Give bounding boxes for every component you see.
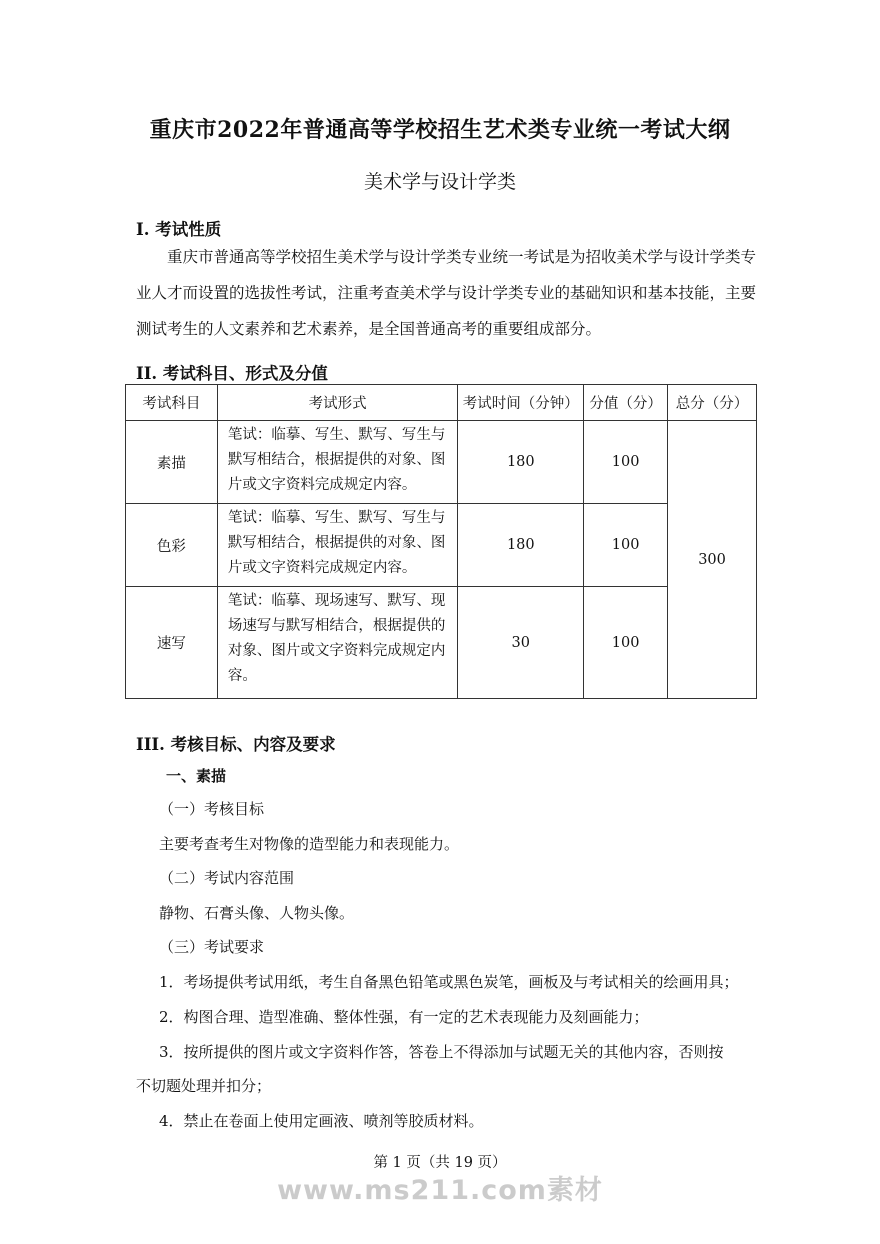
header-subject: 考试科目: [126, 385, 218, 421]
cell-time: 180: [458, 504, 584, 587]
header-time: 考试时间（分钟）: [458, 385, 584, 421]
subsection-sketch-heading: 一、素描: [166, 767, 227, 785]
goal-label: （一）考核目标: [159, 800, 265, 818]
scope-label: （二）考试内容范围: [159, 869, 295, 887]
cell-form: 笔试：临摹、写生、默写、写生与默写相结合，根据提供的对象、图片或文字资料完成规定内容。: [217, 504, 458, 587]
goal-text: 主要考查考生对物像的造型能力和表现能力。: [159, 835, 460, 853]
header-form: 考试形式: [217, 385, 458, 421]
watermark: www.ms211.com素材: [277, 1175, 603, 1206]
document-title: 重庆市2022年普通高等学校招生艺术类专业统一考试大纲: [149, 117, 731, 143]
cell-score: 100: [584, 587, 668, 699]
cell-score: 100: [584, 421, 668, 504]
section1-paragraph: [136, 239, 756, 347]
requirement-1: 1．考场提供考试用纸，考生自备黑色铅笔或黑色炭笔，画板及与考试相关的绘画用具；: [159, 973, 739, 991]
requirement-3: 3．按所提供的图片或文字资料作答，答卷上不得添加与试题无关的其他内容，否则按: [159, 1043, 724, 1061]
requirement-2: 2．构图合理、造型准确、整体性强，有一定的艺术表现能力及刻画能力；: [159, 1008, 649, 1026]
requirement-3-continued: 不切题处理并扣分；: [136, 1077, 272, 1095]
header-total: 总分（分）: [668, 385, 757, 421]
cell-subject: 色彩: [126, 504, 218, 587]
section1-text: 重庆市普通高等学校招生美术学与设计学类专业统一考试是为招收美术学与设计学类专业人才而设置的选拔性考试，注重考查美术学与设计学类专业的基础知识和基本技能，主要测试考生的人文素养和艺术素养，是全国普通高考的重要组成部分。: [136, 248, 757, 338]
cell-subject: 素描: [126, 421, 218, 504]
section2-heading: II. 考试科目、形式及分值: [136, 364, 328, 383]
cell-form: 笔试：临摹、现场速写、默写、现场速写与默写相结合，根据提供的对象、图片或文字资料完成规定内容。: [217, 587, 458, 699]
score-table: [125, 384, 757, 699]
section3-heading: III. 考核目标、内容及要求: [136, 735, 336, 754]
table-header-row: [126, 385, 757, 421]
requirement-4: 4．禁止在卷面上使用定画液、喷剂等胶质材料。: [159, 1112, 484, 1130]
page-footer: 第 1 页（共 19 页）: [373, 1155, 507, 1171]
table-row: [126, 504, 757, 587]
table-row: [126, 421, 757, 504]
table-row: [126, 587, 757, 699]
section1-heading: I. 考试性质: [136, 220, 222, 239]
document-subtitle: 美术学与设计学类: [363, 171, 516, 193]
cell-score: 100: [584, 504, 668, 587]
cell-time: 30: [458, 587, 584, 699]
header-score: 分值（分）: [584, 385, 668, 421]
cell-time: 180: [458, 421, 584, 504]
cell-subject: 速写: [126, 587, 218, 699]
requirement-label: （三）考试要求: [159, 938, 265, 956]
cell-total: 300: [668, 421, 757, 699]
cell-form: 笔试：临摹、写生、默写、写生与默写相结合，根据提供的对象、图片或文字资料完成规定内容。: [217, 421, 458, 504]
scope-text: 静物、石膏头像、人物头像。: [159, 904, 355, 922]
